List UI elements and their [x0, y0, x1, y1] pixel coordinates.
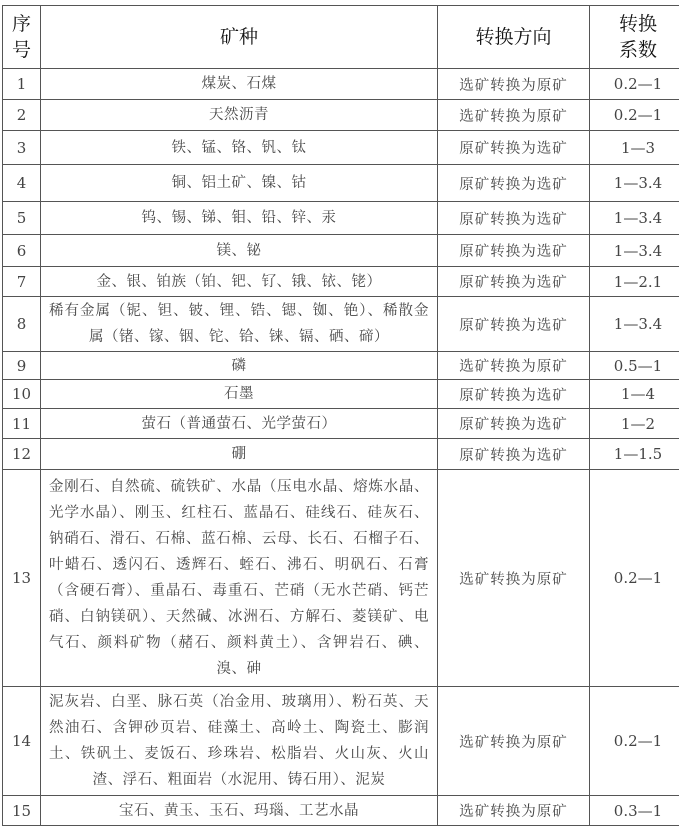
coefficient-cell: 0.2—1 [590, 100, 679, 131]
table-row [3, 352, 679, 380]
row-index: 5 [3, 202, 41, 235]
mineral-cell: 煤炭、石煤 [41, 69, 438, 100]
row-index: 13 [3, 470, 41, 687]
direction-cell: 选矿转换为原矿 [438, 687, 590, 796]
mineral-cell: 金刚石、自然硫、硫铁矿、水晶（压电水晶、熔炼水晶、光学水晶）、刚玉、红柱石、蓝晶石、硅线石、硅灰石、钠硝石、滑石、石棉、蓝石棉、云母、长石、石榴子石、叶蜡石、透闪石、透辉石、蛭石、沸石、明矾石、石膏（含硬石膏）、重晶石、毒重石、芒硝（无水芒硝、钙芒硝、白钠镁矾）、天然碱、冰洲石、方解石、菱镁矿、电气石、颜料矿物（赭石、颜料黄土）、含钾岩石、碘、溴、砷 [41, 470, 438, 687]
mineral-cell: 钨、锡、锑、钼、铅、锌、汞 [41, 202, 438, 235]
direction-cell: 原矿转换为选矿 [438, 267, 590, 297]
table-row [3, 235, 679, 267]
coefficient-cell: 0.2—1 [590, 69, 679, 100]
coefficient-cell: 1—3.4 [590, 202, 679, 235]
header-index-line2: 号 [11, 39, 31, 61]
header-coef-line2: 系数 [618, 39, 657, 61]
direction-cell: 原矿转换为选矿 [438, 131, 590, 165]
direction-cell: 选矿转换为原矿 [438, 352, 590, 380]
row-index: 11 [3, 409, 41, 439]
coefficient-cell: 0.2—1 [590, 687, 679, 796]
row-index: 15 [3, 796, 41, 826]
direction-cell: 原矿转换为选矿 [438, 409, 590, 439]
row-index: 9 [3, 352, 41, 380]
mineral-cell: 石墨 [41, 380, 438, 409]
direction-cell: 原矿转换为选矿 [438, 380, 590, 409]
coefficient-cell: 1—2 [590, 409, 679, 439]
direction-cell: 选矿转换为原矿 [438, 69, 590, 100]
coefficient-cell: 0.3—1 [590, 796, 679, 826]
mineral-cell: 硼 [41, 439, 438, 470]
table-row [3, 131, 679, 165]
coefficient-cell: 0.2—1 [590, 470, 679, 687]
mineral-conversion-table [2, 5, 679, 826]
coefficient-cell: 0.5—1 [590, 352, 679, 380]
table-row [3, 409, 679, 439]
mineral-cell: 铁、锰、铬、钒、钛 [41, 131, 438, 165]
table-row [3, 165, 679, 202]
row-index: 2 [3, 100, 41, 131]
coefficient-cell: 1—3.4 [590, 235, 679, 267]
header-index [3, 6, 41, 69]
header-coef-line1: 转换 [618, 13, 657, 35]
mineral-cell: 铜、铝土矿、镍、钴 [41, 165, 438, 202]
direction-cell: 选矿转换为原矿 [438, 470, 590, 687]
header-coefficient [590, 6, 679, 69]
row-index: 10 [3, 380, 41, 409]
coefficient-cell: 1—1.5 [590, 439, 679, 470]
row-index: 14 [3, 687, 41, 796]
header-direction: 转换方向 [438, 6, 590, 69]
table-row [3, 267, 679, 297]
table-row [3, 439, 679, 470]
direction-cell: 原矿转换为选矿 [438, 202, 590, 235]
table-row [3, 470, 679, 687]
direction-cell: 原矿转换为选矿 [438, 165, 590, 202]
row-index: 4 [3, 165, 41, 202]
mineral-cell: 磷 [41, 352, 438, 380]
mineral-cell: 镁、铋 [41, 235, 438, 267]
mineral-cell: 金、银、铂族（铂、钯、钌、锇、铱、铑） [41, 267, 438, 297]
direction-cell: 选矿转换为原矿 [438, 796, 590, 826]
direction-cell: 原矿转换为选矿 [438, 235, 590, 267]
direction-cell: 选矿转换为原矿 [438, 100, 590, 131]
row-index: 6 [3, 235, 41, 267]
table-row [3, 297, 679, 352]
coefficient-cell: 1—3 [590, 131, 679, 165]
coefficient-cell: 1—3.4 [590, 165, 679, 202]
mineral-cell: 天然沥青 [41, 100, 438, 131]
table-row [3, 202, 679, 235]
table-row [3, 796, 679, 826]
mineral-cell: 宝石、黄玉、玉石、玛瑙、工艺水晶 [41, 796, 438, 826]
coefficient-cell: 1—4 [590, 380, 679, 409]
table-row [3, 687, 679, 796]
coefficient-cell: 1—2.1 [590, 267, 679, 297]
table-row [3, 380, 679, 409]
direction-cell: 原矿转换为选矿 [438, 297, 590, 352]
mineral-cell: 稀有金属（铌、钽、铍、锂、锆、锶、铷、铯）、稀散金属（锗、镓、铟、铊、铪、铼、镉、硒、碲） [41, 297, 438, 352]
row-index: 1 [3, 69, 41, 100]
row-index: 7 [3, 267, 41, 297]
row-index: 12 [3, 439, 41, 470]
coefficient-cell: 1—3.4 [590, 297, 679, 352]
header-mineral: 矿种 [41, 6, 438, 69]
mineral-cell: 萤石（普通萤石、光学萤石） [41, 409, 438, 439]
row-index: 8 [3, 297, 41, 352]
direction-cell: 原矿转换为选矿 [438, 439, 590, 470]
header-row [3, 6, 679, 69]
header-index-line1: 序 [11, 13, 31, 35]
mineral-cell: 泥灰岩、白垩、脉石英（冶金用、玻璃用）、粉石英、天然油石、含钾砂页岩、硅藻土、高岭土、陶瓷土、膨润土、铁矾土、麦饭石、珍珠岩、松脂岩、火山灰、火山渣、浮石、粗面岩（水泥用、铸石用）、泥炭 [41, 687, 438, 796]
table-row [3, 100, 679, 131]
row-index: 3 [3, 131, 41, 165]
table-row [3, 69, 679, 100]
